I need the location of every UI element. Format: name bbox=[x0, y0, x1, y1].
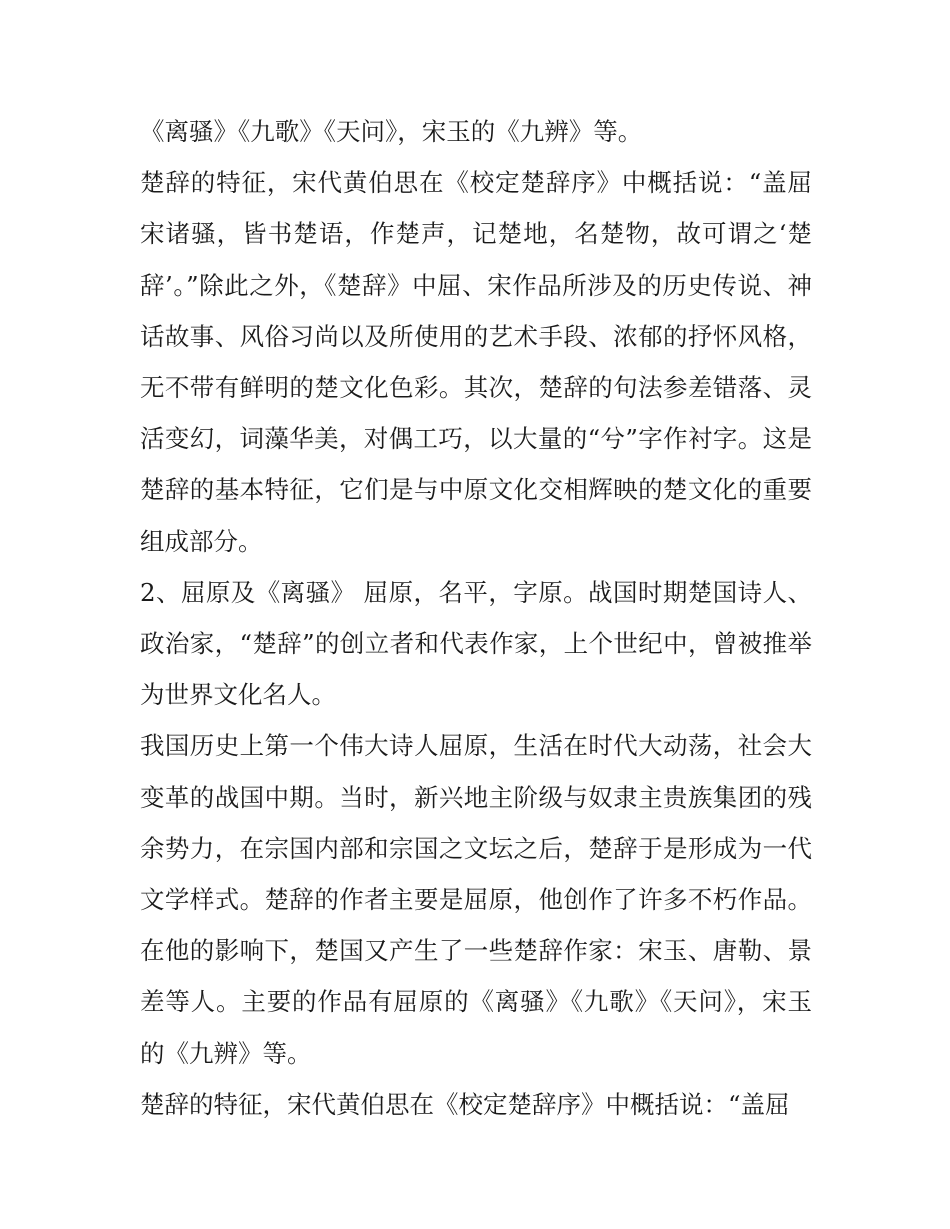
paragraph-quyuan-intro: 2、屈原及《离骚》 屈原，名平，字原。战国时期楚国诗人、政治家，“楚辞”的创立者和代表作家，上个世纪中，曾被推举为世界文化名人。 bbox=[140, 577, 812, 710]
paragraph-chuci-features-repeat: 楚辞的特征，宋代黄伯思在《校定楚辞序》中概括说：“盖屈 bbox=[140, 1089, 790, 1119]
paragraph-continuation: 《离骚》《九歌》《天问》，宋玉的《九辨》等。 bbox=[140, 117, 643, 146]
paragraph-quyuan-history: 我国历史上第一个伟大诗人屈原，生活在时代大动荡，社会大变革的战国中期。当时，新兴地主阶级与奴隶主贵族集团的残余势力，在宗国内部和宗国之文坛之后，楚辞于是形成为一代文学样式。楚辞的作者主要是屈原，他创作了许多不朽作品。在他的影响下，楚国又产生了一些楚辞作家：宋玉、唐勒、景差等人。主要的作品有屈原的《离骚》《九歌》《天问》，宋玉的《九辨》等。 bbox=[140, 731, 812, 1068]
paragraph-chuci-features: 楚辞的特征，宋代黄伯思在《校定楚辞序》中概括说：“盖屈宋诸骚，皆书楚语，作楚声，记楚地，名楚物，故可谓之‘楚辞’。”除此之外，《楚辞》中屈、宋作品所涉及的历史传说、神话故事、风俗习尚以及所使用的艺术手段、浓郁的抒怀风格，无不带有鲜明的楚文化色彩。其次，楚辞的句法参差错落、灵活变幻，词藻华美，对偶工巧，以大量的“兮”字作衬字。这是楚辞的基本特征，它们是与中原文化交相辉映的楚文化的重要组成部分。 bbox=[140, 168, 812, 556]
document-body bbox=[140, 106, 812, 1130]
